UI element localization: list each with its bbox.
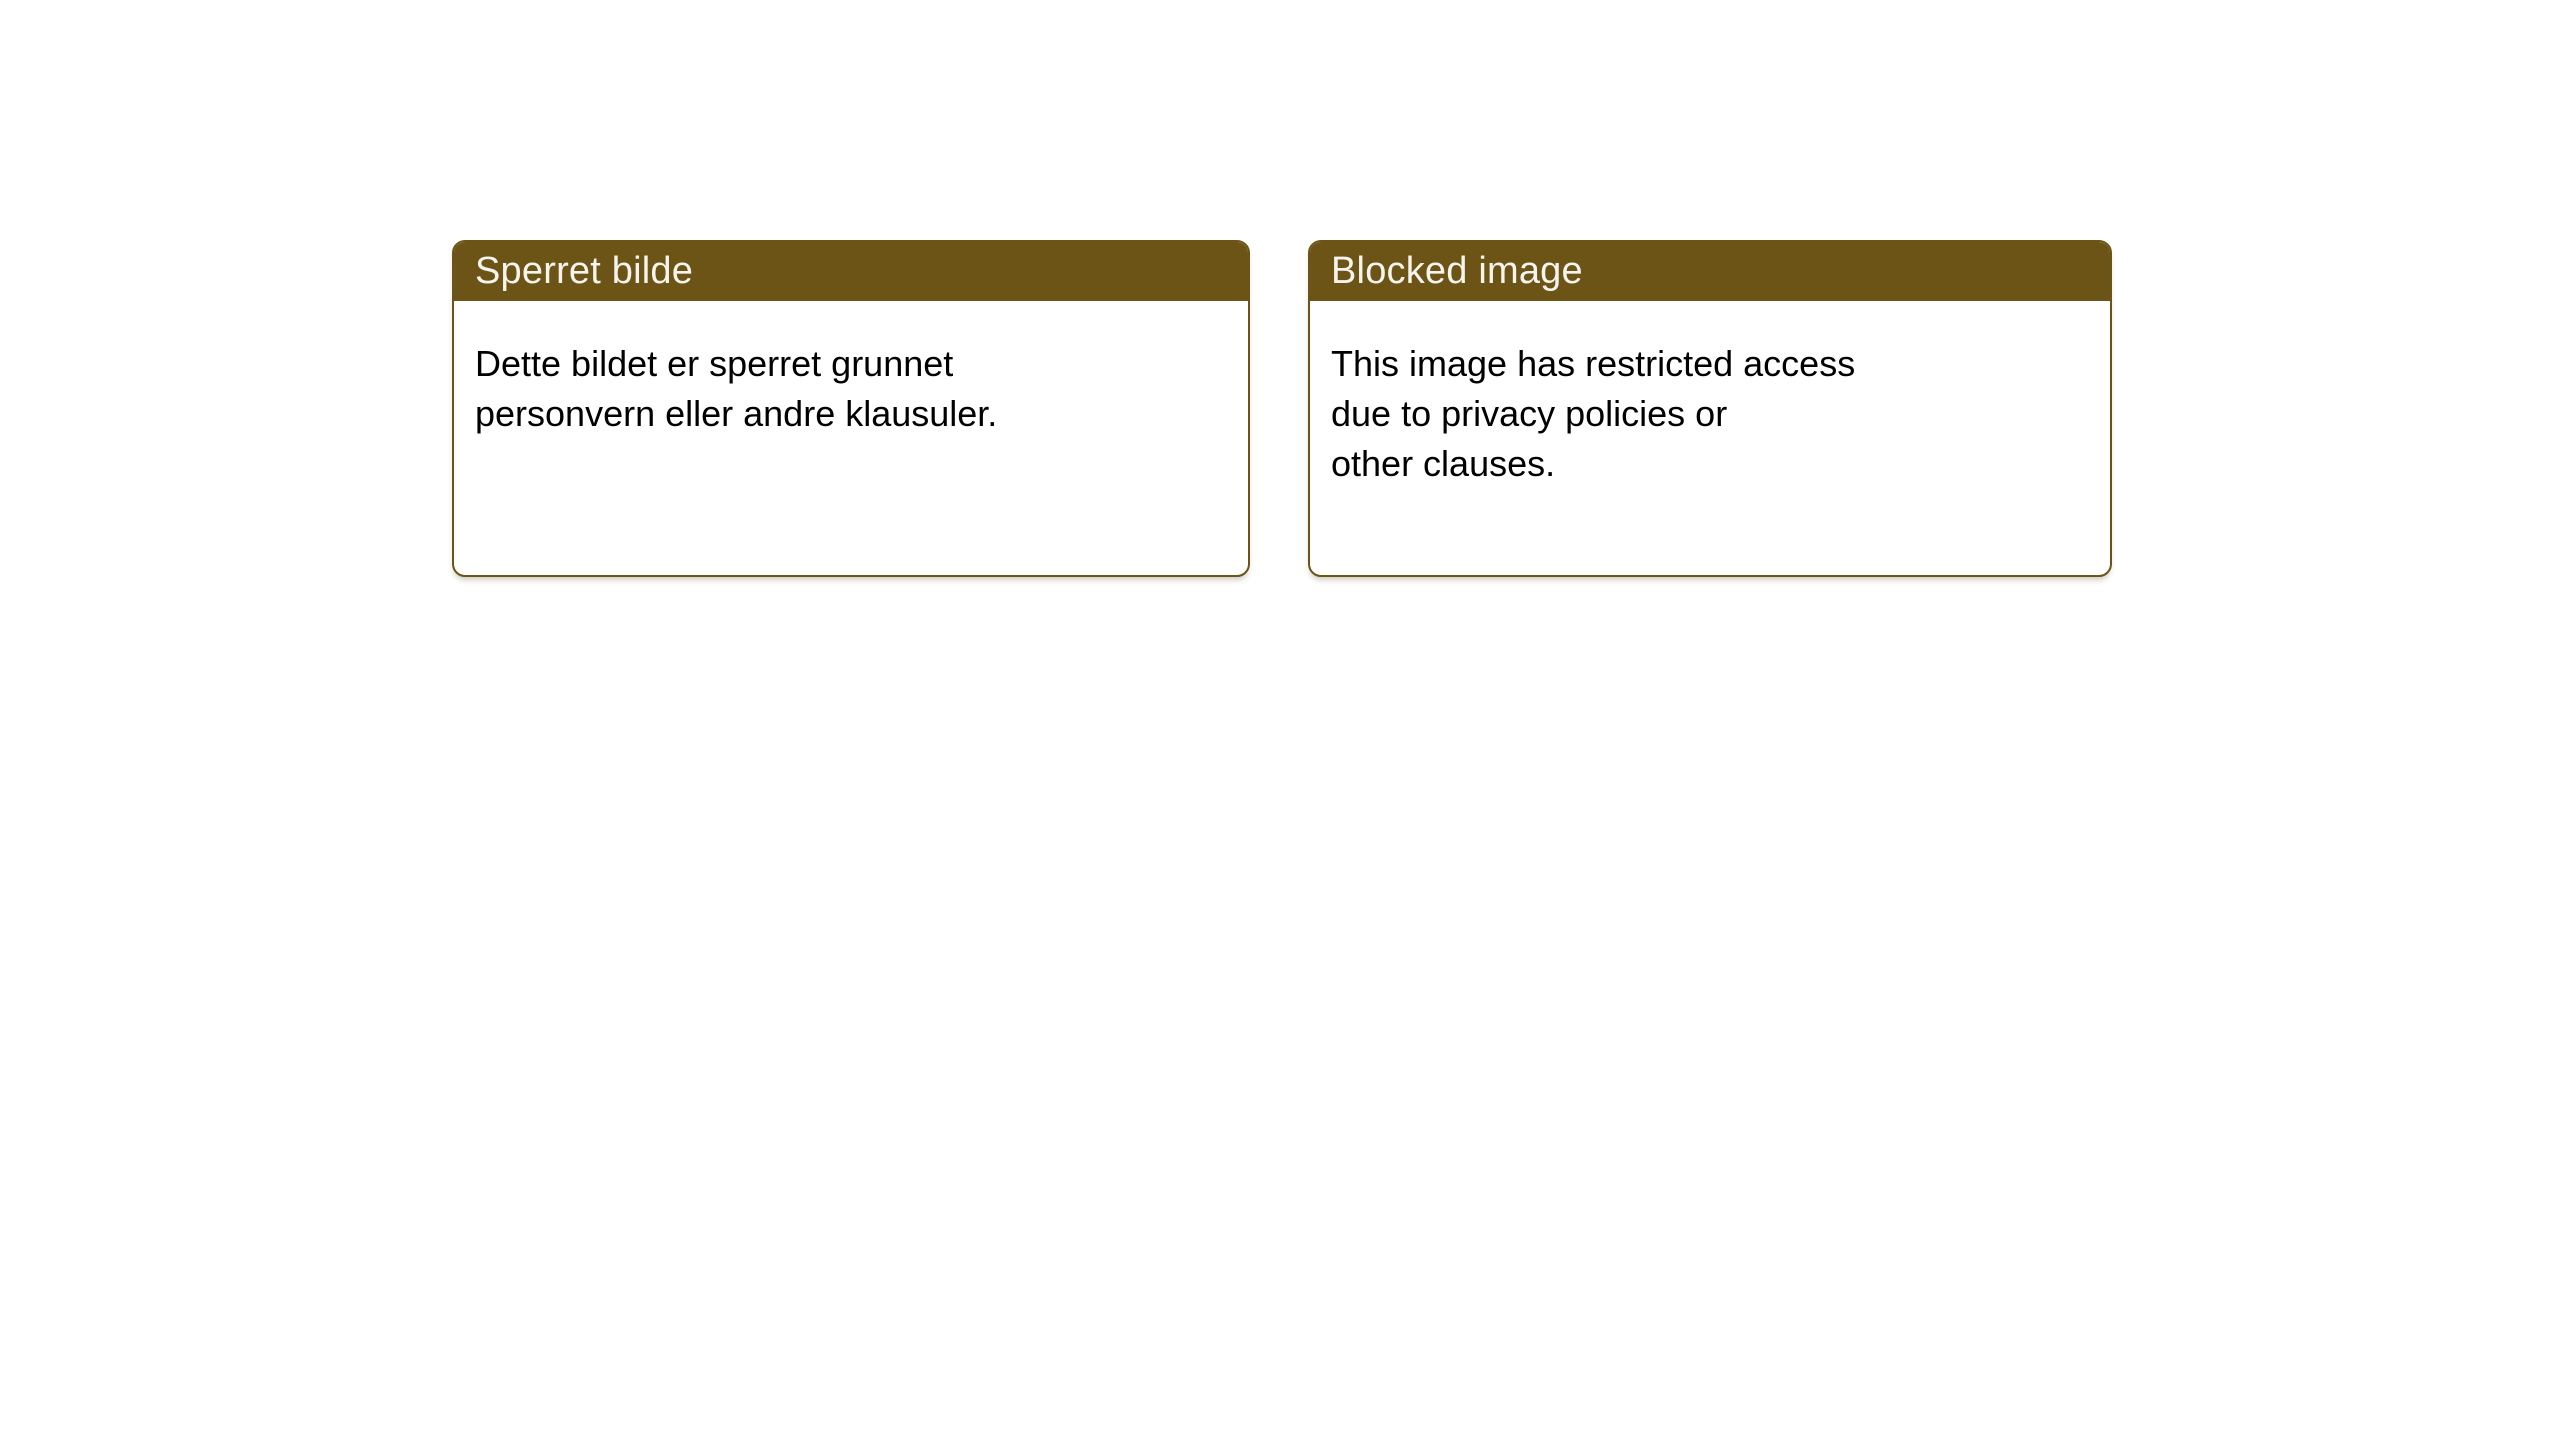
card-body-line: Dette bildet er sperret grunnet — [475, 343, 954, 384]
card-header — [454, 242, 1248, 301]
card-body-line: other clauses. — [1331, 443, 1556, 484]
blocked-image-card-norwegian — [452, 240, 1250, 577]
card-body — [454, 301, 1248, 439]
card-title: Sperret bilde — [475, 250, 694, 292]
card-body-line: personvern eller andre klausuler. — [475, 393, 998, 434]
card-body-line: This image has restricted access — [1331, 343, 1856, 384]
blocked-image-card-english — [1308, 240, 2112, 577]
card-body — [1310, 301, 2110, 489]
card-title: Blocked image — [1331, 250, 1583, 292]
card-body-line: due to privacy policies or — [1331, 393, 1728, 434]
card-header — [1310, 242, 2110, 301]
